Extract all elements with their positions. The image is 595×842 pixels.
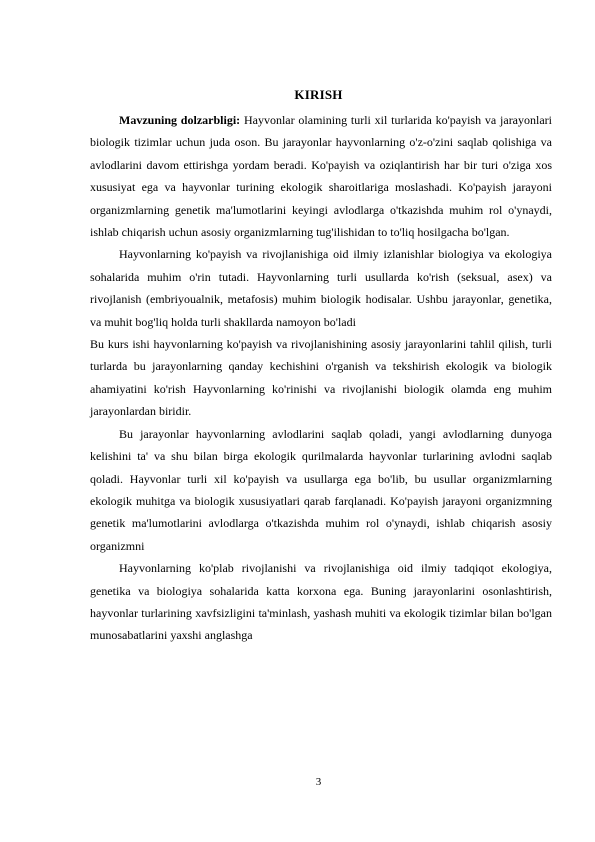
page-number: 3 (315, 776, 322, 788)
paragraph-text: Hayvonlar olamining turli xil turlarida ko'payish va jarayonlari biologik tizimlar uchun juda oson. Bu jarayonlar hayvonlarning o'z-o'zini saqlab qolishiga va avlodlarini davom ettirishga yordam beradi. Ko'payish va oziqlantirish har bir turi o'ziga xos xususiyat ega va hayvonlar turining ekologik sharoitlariga moslashadi. Ko'payish jarayoni organizmlarning genetik ma'lumotlarini keyingi avlodlarga o'tkazishda muhim rol o'ynaydi, ishlab chiqarish uchun asosiy organizmlarning tug'ilishidan to to'liq hosilgacha bo'lgan. (90, 113, 553, 240)
paragraph: Bu kurs ishi hayvonlarning ko'payish va rivojlanishining asosiy jarayonlarini tahlil qilish, turli turlarda bu jarayonlarning qanday kechishini o'rganish va tekshirish ekologik va biologik ahamiyatini ko'rish Hayvonlarning ko'rinishi va rivojlanishi biologik olamda eng muhim jarayonlardan biridir. (90, 337, 552, 419)
body-text (90, 109, 552, 647)
paragraph: Bu jarayonlar hayvonlarning avlodlarini saqlab qoladi, yangi avlodlarning dunyoga kelishini ta' va shu bilan birga ekologik qurilmalarda hayvonlar turlarining avlodni saqlab qoladi. Hayvonlar turli xil ko'payish va usullarga ega bo'lib, bu usullar organizmlarning ekologik muhitga va biologik xususiyatlari qarab farqlanadi. Ko'payish jarayoni organizmning genetik ma'lumotlarini avlodlarga o'tkazishda muhim rol o'ynaydi, ishlab chiqarish asosiy organizmni (90, 426, 552, 553)
paragraph: Hayvonlarning ko'plab rivojlanishi va rivojlanishiga oid ilmiy tadqiqot ekologiya, genetika va biologiya sohalarida katta korxona ega. Buning jarayonlarini osonlashtirish, hayvonlar turlarining xavfsizligini ta'minlash, yashash muhiti va ekologik tizimlar bilan bo'lgan munosabatlarini yaxshi anglashga (90, 561, 552, 643)
paragraph: Hayvonlarning ko'payish va rivojlanishiga oid ilmiy izlanishlar biologiya va ekologiya sohalarida muhim o'rin tutadi. Hayvonlarning turli usullarda ko'rish (seksual, asex) va rivojlanish (embriyoualnik, metafosis) muhim biologik hodisalar. Ushbu jarayonlar, genetika, va muhit bog'liq holda turli shakllarda namoyon bo'ladi (90, 247, 552, 329)
page-title: KIRISH (294, 87, 343, 102)
paragraph-lead: Mavzuning dolzarbligi: (119, 113, 241, 127)
paragraph-relevance (90, 109, 552, 243)
